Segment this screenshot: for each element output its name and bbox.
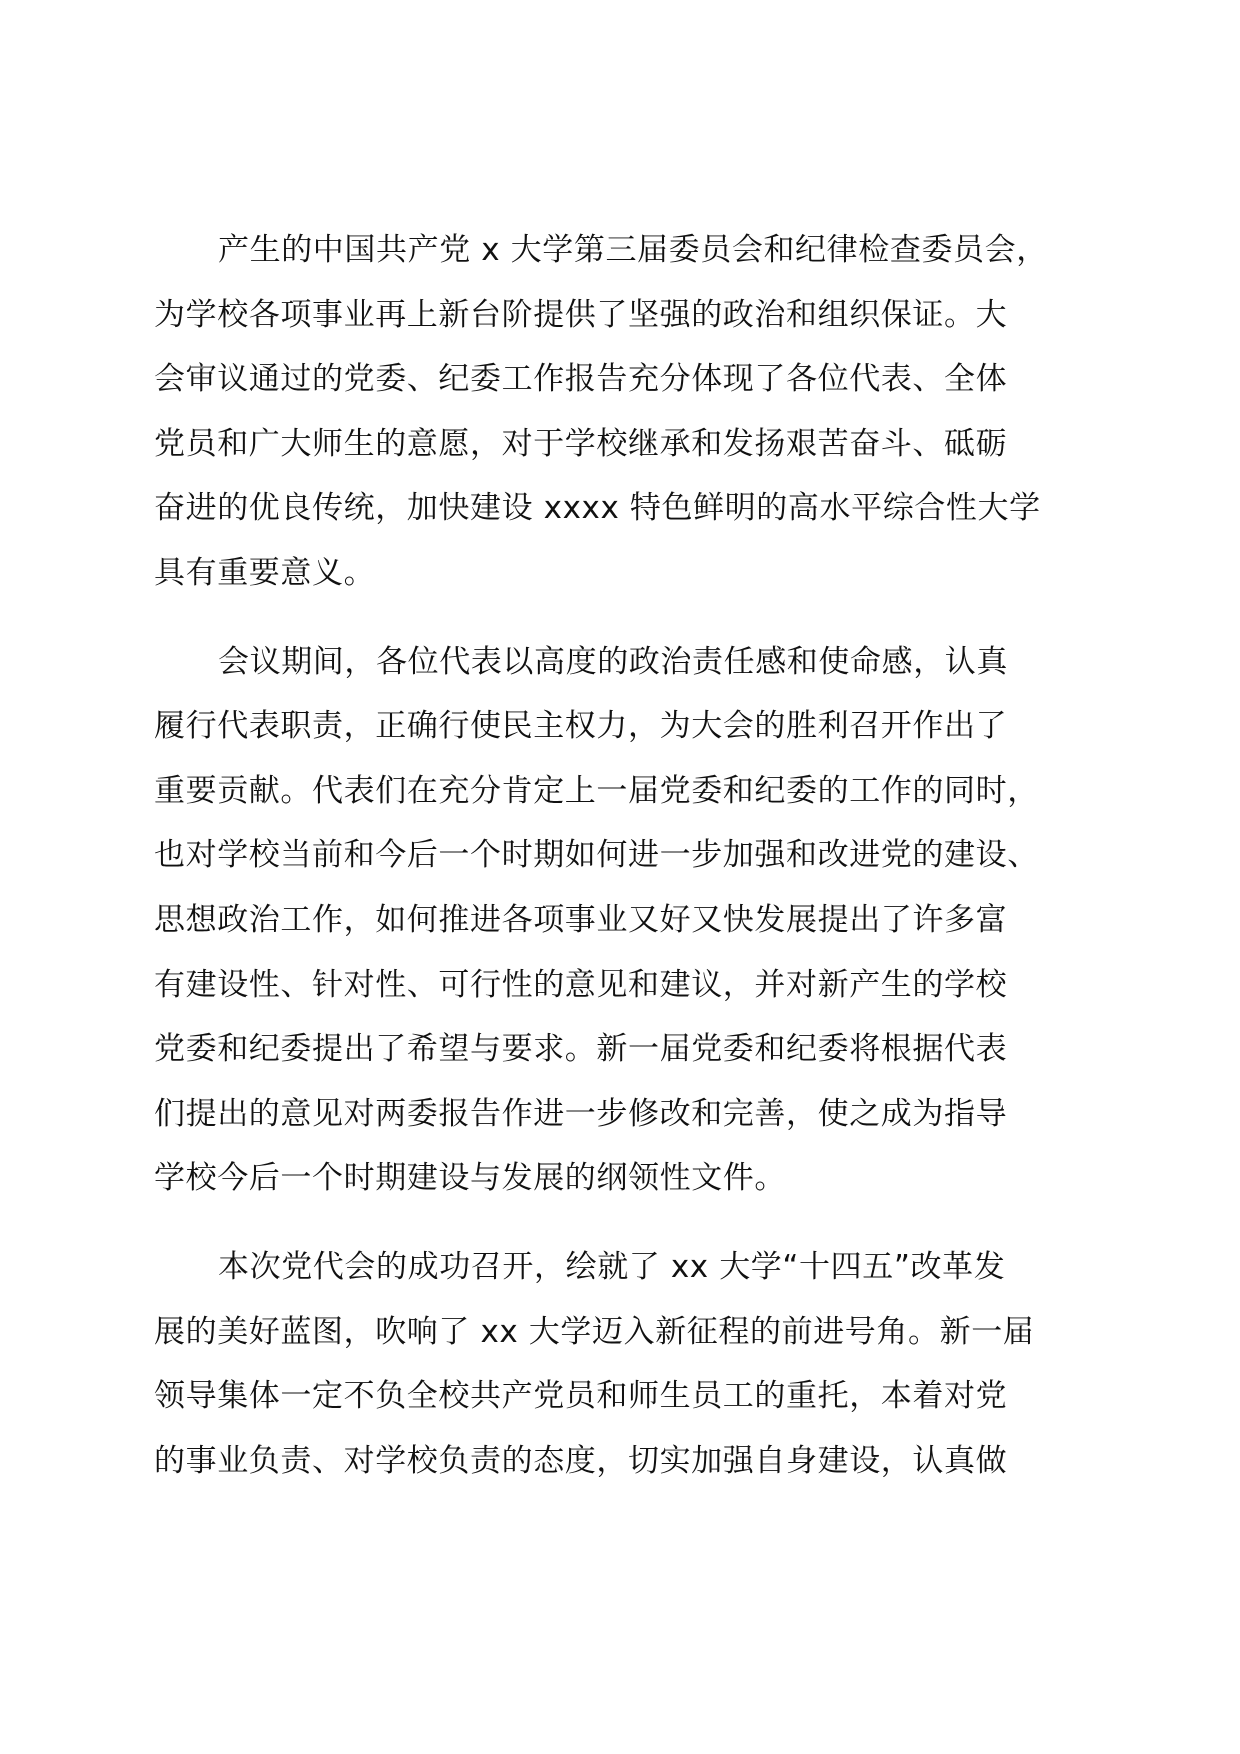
text-line: 展的美好蓝图，吹响了 xx 大学迈入新征程的前进号角。新一届 <box>154 1313 1035 1350</box>
text-line: 本次党代会的成功召开，绘就了 xx 大学“十四五”改革发 <box>218 1248 1006 1285</box>
paragraph-3 <box>154 1235 1084 1493</box>
text-line: 的事业负责、对学校负责的态度，切实加强自身建设，认真做 <box>154 1442 1008 1479</box>
text-line: 履行代表职责，正确行使民主权力，为大会的胜利召开作出了 <box>154 708 1008 745</box>
text-line: 具有重要意义。 <box>154 554 376 591</box>
text-line: 党员和广大师生的意愿，对于学校继承和发扬艰苦奋斗、砥砺 <box>154 425 1008 462</box>
text-line: 也对学校当前和今后一个时期如何进一步加强和改进党的建设、 <box>154 837 1039 874</box>
text-line: 会议期间，各位代表以高度的政治责任感和使命感，认真 <box>218 643 1008 680</box>
text-line: 领导集体一定不负全校共产党员和师生员工的重托，本着对党 <box>154 1378 1008 1415</box>
document-body <box>154 218 1084 1493</box>
text-line: 学校今后一个时期建设与发展的纲领性文件。 <box>154 1160 786 1197</box>
paragraph-2 <box>154 630 1084 1211</box>
text-line: 产生的中国共产党 x 大学第三届委员会和纪律检查委员会， <box>218 232 1048 268</box>
text-line: 党委和纪委提出了希望与要求。新一届党委和纪委将根据代表 <box>154 1031 1008 1068</box>
text-line: 有建设性、针对性、可行性的意见和建议，并对新产生的学校 <box>154 966 1008 1003</box>
text-line: 们提出的意见对两委报告作进一步修改和完善，使之成为指导 <box>154 1095 1008 1132</box>
text-line: 会审议通过的党委、纪委工作报告充分体现了各位代表、全体 <box>154 361 1008 398</box>
text-line: 为学校各项事业再上新台阶提供了坚强的政治和组织保证。大 <box>154 296 1008 333</box>
paragraph-1 <box>154 218 1084 606</box>
text-line: 重要贡献。代表们在充分肯定上一届党委和纪委的工作的同时， <box>154 772 1039 809</box>
text-line: 思想政治工作，如何推进各项事业又好又快发展提出了许多富 <box>154 901 1008 938</box>
text-line: 奋进的优良传统，加快建设 xxxx 特色鲜明的高水平综合性大学 <box>154 490 1041 527</box>
